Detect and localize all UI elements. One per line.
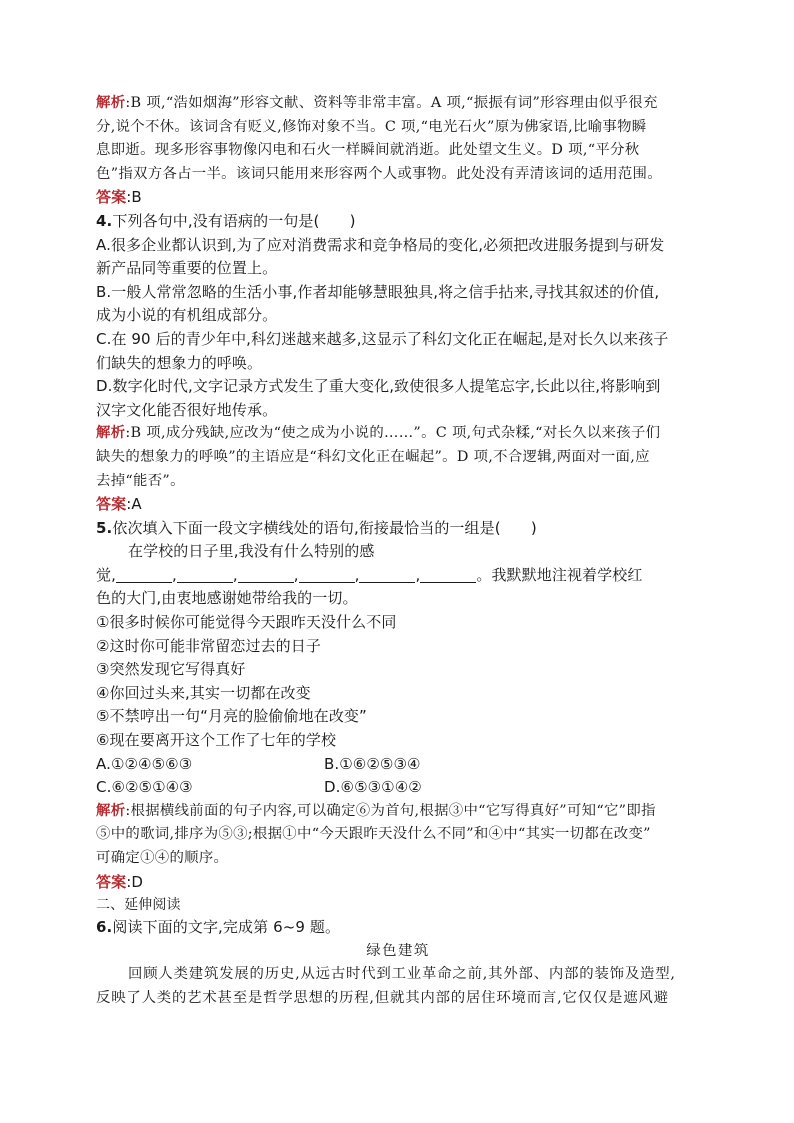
article-line-2: 反映了人类的艺术甚至是哲学思想的历程,但就其内部的居住环境而言,它仅仅是遮风避 [96, 989, 669, 1006]
question-6-stem: 6.阅读下面的文字,完成第 6~9 题。 [96, 918, 341, 937]
question-5-passage-blanks: 觉, , , , , , 。我默默地注视着学校红 [96, 565, 643, 584]
fill-blank [116, 568, 172, 583]
explanation-3-line-4: 色”指双方各占一半。该词只能用来形容两个人或事物。此处没有弄清该词的适用范围。 [96, 165, 662, 182]
option-c: C.⑥②⑤①④③ [96, 778, 193, 797]
explanation-3-line-3: 息即逝。现多形容事物像闪电和石火一样瞬间就消逝。此处望文生义。D 项,“平分秋 [96, 142, 640, 159]
question-4-option-c-line-2: 们缺失的想象力的呼唤。 [96, 353, 263, 372]
question-5-stem: 5.依次填入下面一段文字横线处的语句,衔接最恰当的一组是( ) [96, 518, 537, 537]
fill-blank [177, 568, 233, 583]
question-5-item-1: ①很多时候你可能觉得今天跟昨天没什么不同 [96, 613, 397, 632]
document-page [96, 92, 700, 1011]
question-5-item-3: ③突然发现它写得真好 [96, 660, 246, 679]
question-5-item-2: ②这时你可能非常留恋过去的日子 [96, 636, 321, 655]
question-5-passage-start: 在学校的日子里,我没有什么特别的感 [128, 542, 375, 561]
article-line-1: 回顾人类建筑发展的历史,从远古时代到工业革命之前,其外部、内部的装饰及造型, [128, 966, 676, 983]
option-d: D.⑥⑤③①④② [324, 778, 422, 797]
explanation-5-line-3: 可确定①④的顺序。 [96, 850, 229, 866]
explanation-5-line-1: 解析:根据横线前面的句子内容,可以确定⑥为首句,根据③中“它写得真好”可知“它”即指 [96, 802, 656, 819]
article-title: 绿色建筑 [366, 942, 430, 959]
answer-4: 答案:A [96, 495, 142, 514]
question-4-stem: 4.下列各句中,没有语病的一句是( ) [96, 211, 356, 230]
question-4-option-a-line-2: 新产品同等重要的位置上。 [96, 259, 278, 278]
question-4-option-a-line-1: A.很多企业都认识到,为了应对消费需求和竞争格局的变化,必须把改进服务提到与研发 [96, 235, 665, 254]
answer-3: 答案:B [96, 188, 142, 207]
fill-blank [420, 568, 476, 583]
question-5-options-row-2 [96, 776, 700, 800]
explanation-3-line-2: 分,说个不休。该词含有贬义,修饰对象不当。C 项,“电光石火”原为佛家语,比喻事物瞬 [96, 118, 647, 135]
fill-blank [238, 568, 294, 583]
question-5-options-row-1 [96, 753, 700, 777]
answer-5: 答案:D [96, 872, 144, 891]
explanation-3-line-1: 解析:B 项,“浩如烟海”形容文献、资料等非常丰富。A 项,“振振有词”形容理由似乎很充 [96, 95, 658, 111]
question-4-option-d-line-2: 汉字文化能否很好地传承。 [96, 400, 278, 419]
question-4-option-b-line-1: B.一般人常常忽略的生活小事,作者却能够慧眼独具,将之信手拈来,寻找其叙述的价值, [96, 282, 660, 301]
question-4-option-d-line-1: D.数字化时代,文字记录方式发生了重大变化,致使很多人提笔忘字,长此以往,将影响到 [96, 377, 661, 396]
option-b: B.①⑥②⑤③④ [324, 754, 421, 773]
explanation-4-line-1: 解析:B 项,成分残缺,应改为“使之成为小说的……”。C 项,句式杂糅,“对长久以来孩子们 [96, 425, 661, 442]
question-5-item-6: ⑥现在要离开这个工作了七年的学校 [96, 731, 337, 750]
explanation-label: 解析 [96, 95, 126, 111]
explanation-4-line-2: 缺失的想象力的呼唤”的主语应是“科幻文化正在崛起”。D 项,不合逻辑,两面对一面,应 [96, 448, 650, 465]
explanation-4-line-3: 去掉“能否”。 [96, 472, 185, 489]
section-heading: 二、延伸阅读 [96, 897, 181, 914]
explanation-5-line-2: ⑤中的歌词,排序为⑤③;根据①中“今天跟昨天没什么不同”和④中“其实一切都在改变” [96, 826, 651, 843]
question-5-item-5: ⑤不禁哼出一句“月亮的脸偷偷地在改变” [96, 707, 367, 726]
question-5-item-4: ④你回过头来,其实一切都在改变 [96, 683, 311, 702]
fill-blank [359, 568, 415, 583]
option-a: A.①②④⑤⑥③ [96, 754, 193, 773]
question-5-passage-end: 色的大门,由衷地感谢她带给我的一切。 [96, 589, 358, 608]
question-4-option-c-line-1: C.在 90 后的青少年中,科幻迷越来越多,这显示了科幻文化正在崛起,是对长久以来孩子 [96, 329, 669, 348]
fill-blank [299, 568, 355, 583]
question-4-option-b-line-2: 成为小说的有机组成部分。 [96, 306, 278, 325]
